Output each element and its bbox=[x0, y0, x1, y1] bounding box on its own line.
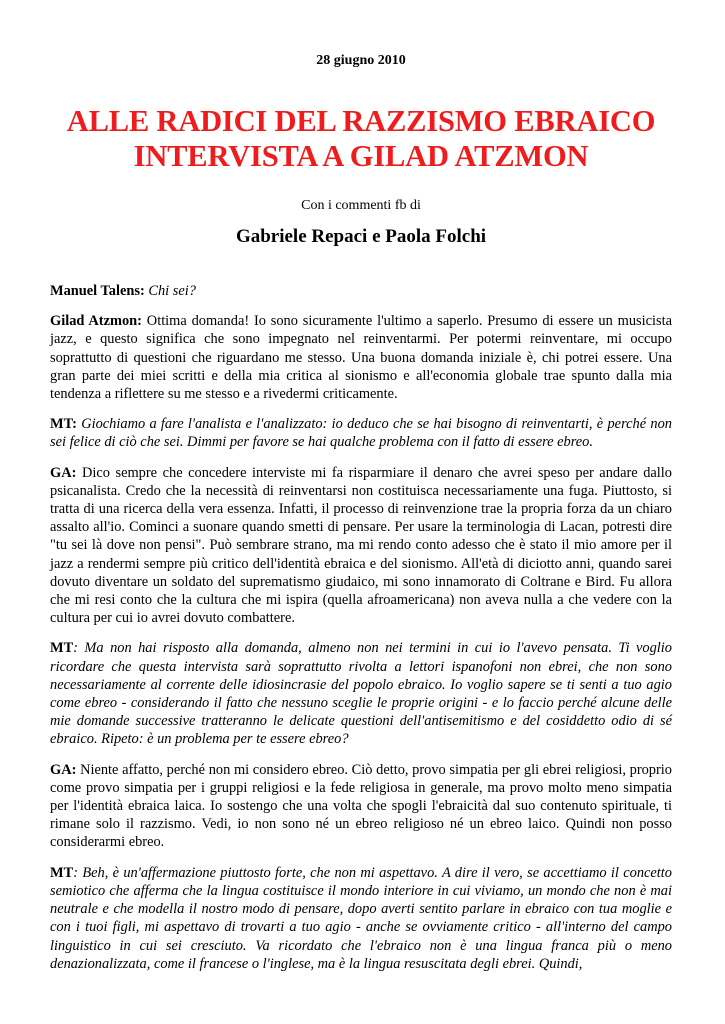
interview-paragraph bbox=[50, 761, 672, 852]
article-subtitle: Con i commenti fb di bbox=[301, 198, 421, 213]
speaker-label: GA: bbox=[50, 464, 77, 481]
interview-paragraph bbox=[50, 312, 672, 403]
article-date: 28 giugno 2010 bbox=[316, 53, 406, 68]
paragraph-text: : Ma non hai risposto alla domanda, almeno non nei termini in cui io l'avevo pensata. Ti voglio ricordare che questa intervista sarà soprattutto rivolta a lettori ispanofoni non ebrei, che non sono necessariamente al corrente delle idiosincrasie del popolo ebraico. Io voglio sapere se ti senti a tuo agio come ebreo - considerando il fatto che nessuno sceglie le proprie origini - e lo faccio perché alcune delle mie domande successive tratteranno le delicate questioni dell'antisemitismo e del cosiddetto odio di sé ebraico. Ripeto: è un problema per te essere ebreo? bbox=[50, 640, 672, 748]
paragraph-text: Dico sempre che concedere interviste mi fa risparmiare il denaro che avrei speso per andare dallo psicanalista. Credo che la necessità di reinventarsi non costituisca necessariamente una fuga. Piuttosto, si tratta di una ricerca della vera essenza. Infatti, il processo di reinvenzione trae la propria forza da un chiaro assalto all'io. Cominci a suonare quando smetti di pensare. Per usare la terminologia di Lacan, potresti dire "tu sei là dove non pensi". Può sembrare strano, ma mi rendo conto adesso che è stato il mio amore per il jazz a rendermi sempre più critico dell'identità ebraica e del sionismo. All'età di diciotto anni, quando sarei dovuto diventare un soldato del suprematismo giudaico, mi sono innamorato di Coltrane e Bird. Fu allora che mi resi conto che la cultura che mi ispira (quella afroamericana) non aveva nulla a che vedere con la cultura per cui io avrei dovuto combattere. bbox=[50, 464, 672, 627]
paragraph-text: : Beh, è un'affermazione piuttosto forte, che non mi aspettavo. A dire il vero, se accettiamo il concetto semiotico che afferma che la lingua costituisce il mondo interiore in cui viviamo, un mondo che non è mai neutrale e che modella il nostro modo di pensare, dopo averti sentito parlare in ebraico con tua moglie e con i tuoi figli, mi aspettavo di trovarti a tuo agio - anche se ovviamente critico - all'interno del campo linguistico in cui sei cresciuto. Va ricordato che l'ebraico non è una lingua franca più o meno denazionalizzata, come il francese o l'inglese, ma è la lingua resuscitata degli ebrei. Quindi, bbox=[50, 864, 672, 972]
speaker-label: Manuel Talens: bbox=[50, 283, 145, 299]
paragraph-text: Giochiamo a fare l'analista e l'analizzato: io deduco che se hai bisogno di reinventarti, è perché non sei felice di ciò che sei. Dimmi per favore se hai qualche problema con il fatto di essere ebreo. bbox=[50, 416, 672, 451]
paragraph-text: Ottima domanda! Io sono sicuramente l'ultimo a saperlo. Presumo di essere un musicista jazz, e questo significa che sono impegnato nel reinventarmi. Per potermi reinventare, mi occupo soprattutto di questioni che riguardano me stesso. Una buona domanda iniziale è, chi potrei essere. Una gran parte dei miei scritti e della mia critica al sionismo e all'economia globale trae spunto dalla mia tendenza a riflettere su me stesso e a rivedermi criticamente. bbox=[50, 313, 672, 403]
interview-paragraph bbox=[50, 639, 672, 748]
speaker-label: MT bbox=[50, 864, 74, 881]
article-authors: Gabriele Repaci e Paola Folchi bbox=[235, 226, 487, 247]
title-line-2: INTERVISTA A GILAD ATZMON bbox=[133, 139, 589, 173]
speaker-label: Gilad Atzmon: bbox=[50, 313, 142, 330]
speaker-label: MT bbox=[50, 640, 74, 657]
title-line-1: ALLE RADICI DEL RAZZISMO EBRAICO bbox=[66, 104, 656, 138]
article-title bbox=[50, 104, 672, 174]
interview-paragraph bbox=[50, 282, 672, 300]
interview-paragraph bbox=[50, 464, 672, 628]
paragraph-text: Niente affatto, perché non mi considero ebreo. Ciò detto, provo simpatia per gli ebrei religiosi, proprio come provo simpatia per i gruppi religiosi e la fede religiosa in generale, ma provo molto meno simpatia per l'identità ebraica laica. Io sostengo che una volta che spogli l'ebraicità dal suo contenuto spirituale, ti rimane solo il razzismo. Vedi, io non sono né un ebreo religioso né un ebreo laico. Quindi non posso considerarmi ebreo. bbox=[50, 761, 672, 851]
paragraph-text: Chi sei? bbox=[148, 283, 196, 299]
interview-paragraph bbox=[50, 415, 672, 451]
document-page bbox=[50, 0, 672, 973]
speaker-label: MT: bbox=[50, 416, 77, 433]
interview-paragraph bbox=[50, 864, 672, 973]
speaker-label: GA: bbox=[50, 761, 77, 778]
